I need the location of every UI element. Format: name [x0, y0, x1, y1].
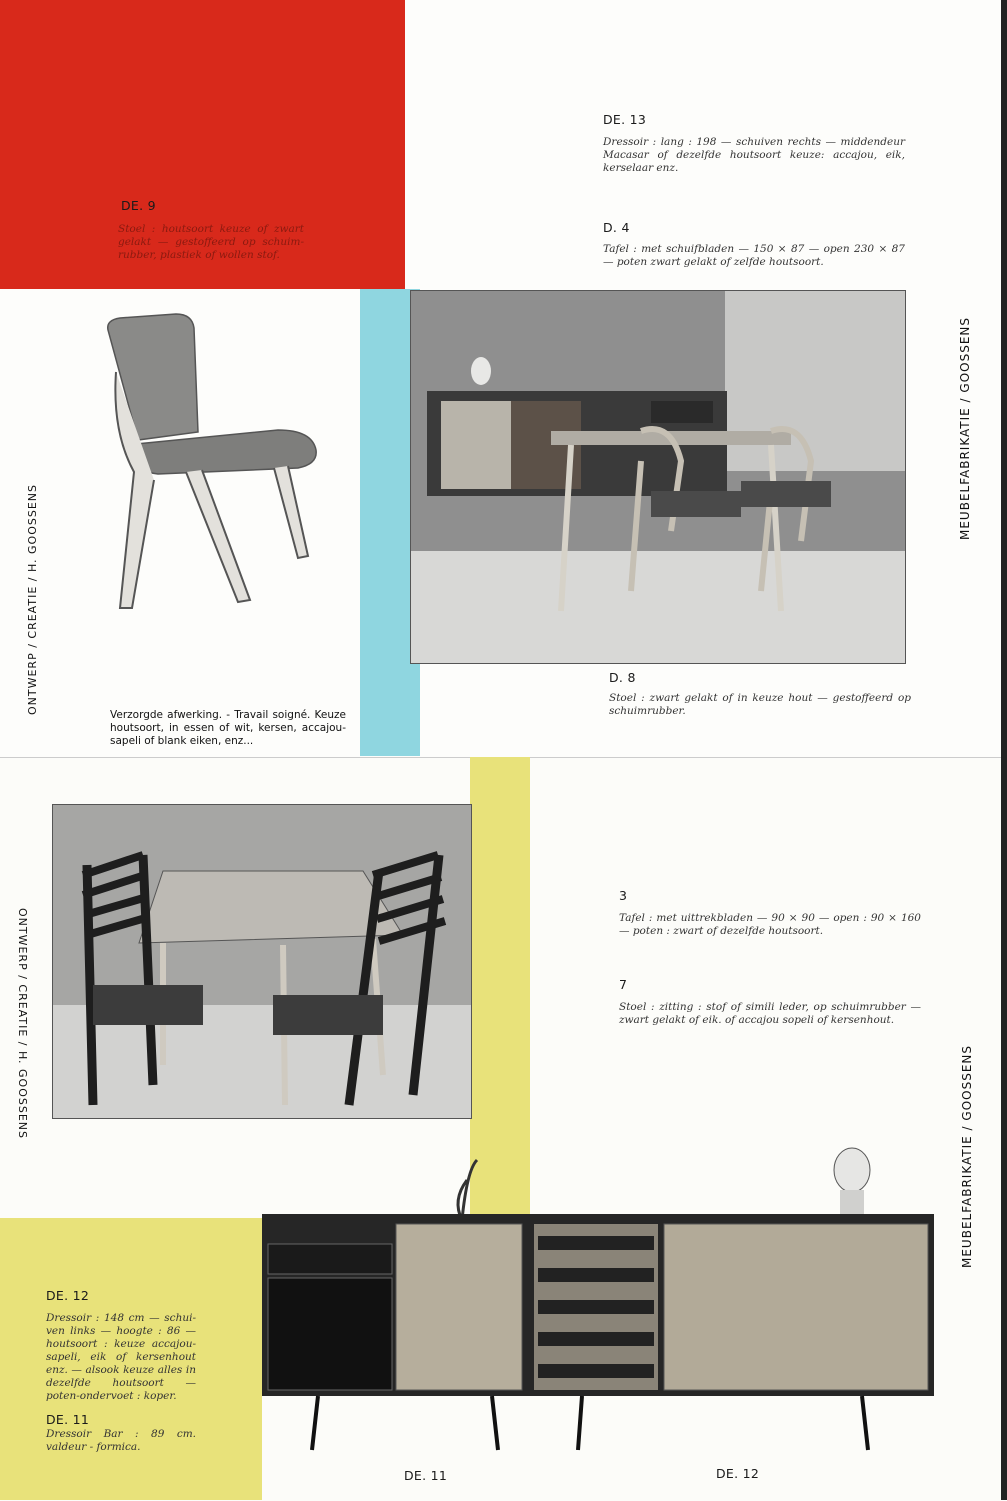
sideboards-illustration	[262, 1148, 934, 1450]
d4-text: Tafel : met schuifbladen — 150 × 87 — open 230 × 87 — poten zwart gelakt of zelfde houtsoort.	[603, 243, 905, 268]
de13-text: Dressoir : lang : 198 — schuiven rechts — middendeur Macasar of dezelfde houtsoort keuze: accajou, eik, kerselaar enz.	[603, 136, 905, 174]
sideboards-photo	[262, 1140, 938, 1480]
top-side-right-label: MEUBELFABRIKATIE / GOOSSENS	[958, 317, 972, 540]
de9-text: Stoel : houtsoort keuze of zwart gelakt — gestoffeerd op schuim-rubber, plastiek of wollen stof.	[118, 223, 304, 261]
d8-text: Stoel : zwart gelakt of in keuze hout — gestoffeerd op schuimrubber.	[609, 692, 911, 717]
chair-illustration	[108, 314, 316, 608]
d4-code: D. 4	[603, 220, 630, 235]
caption-de11: DE. 11	[404, 1468, 448, 1483]
dining-room-illustration	[411, 291, 905, 663]
top-sheet-edge	[1001, 0, 1007, 757]
caption-de12: DE. 12	[716, 1466, 760, 1481]
bottom-side-right-label: MEUBELFABRIKATIE / GOOSSENS	[960, 1045, 974, 1268]
table-chairs-photo	[52, 804, 472, 1119]
finish-text: Verzorgde afwerking. - Travail soigné. Keuze houtsoort, in essen of wit, kersen, accajou-sapeli of blank eiken, enz...	[110, 709, 346, 747]
table-chairs-illustration	[53, 805, 471, 1118]
de9-code: DE. 9	[121, 198, 156, 213]
item3-text: Tafel : met uittrekbladen — 90 × 90 — open : 90 × 160 — poten : zwart of dezelfde houtsoort.	[619, 912, 921, 937]
chair-photo	[98, 312, 323, 612]
top-side-left-label: ONTWERP / CREATIE / H. GOOSSENS	[26, 483, 39, 715]
de13-code: DE. 13	[603, 112, 647, 127]
de11-code: DE. 11	[46, 1412, 90, 1427]
item7-text: Stoel : zitting : stof of simili leder, op schuimrubber — zwart gelakt of eik. of accajou sopeli of kersenhout.	[619, 1001, 921, 1026]
de11-text: Dressoir Bar : 89 cm. valdeur - formica.	[46, 1428, 196, 1453]
d8-code: D. 8	[609, 670, 636, 685]
item7-code: 7	[619, 977, 628, 992]
de12-code: DE. 12	[46, 1288, 90, 1303]
bottom-side-left-label: ONTWERP / CREATIE / H. GOOSSENS	[16, 908, 29, 1140]
dining-room-photo	[410, 290, 906, 664]
item3-code: 3	[619, 888, 628, 903]
bottom-sheet-edge	[1001, 757, 1007, 1500]
de12-text: Dressoir : 148 cm — schui-ven links — hoogte : 86 — houtsoort : keuze accajou-sapeli, eik of kersenhout enz. — alsook keuze alles in dezelfde houtsoort — poten-ondervoet : koper.	[46, 1312, 196, 1402]
